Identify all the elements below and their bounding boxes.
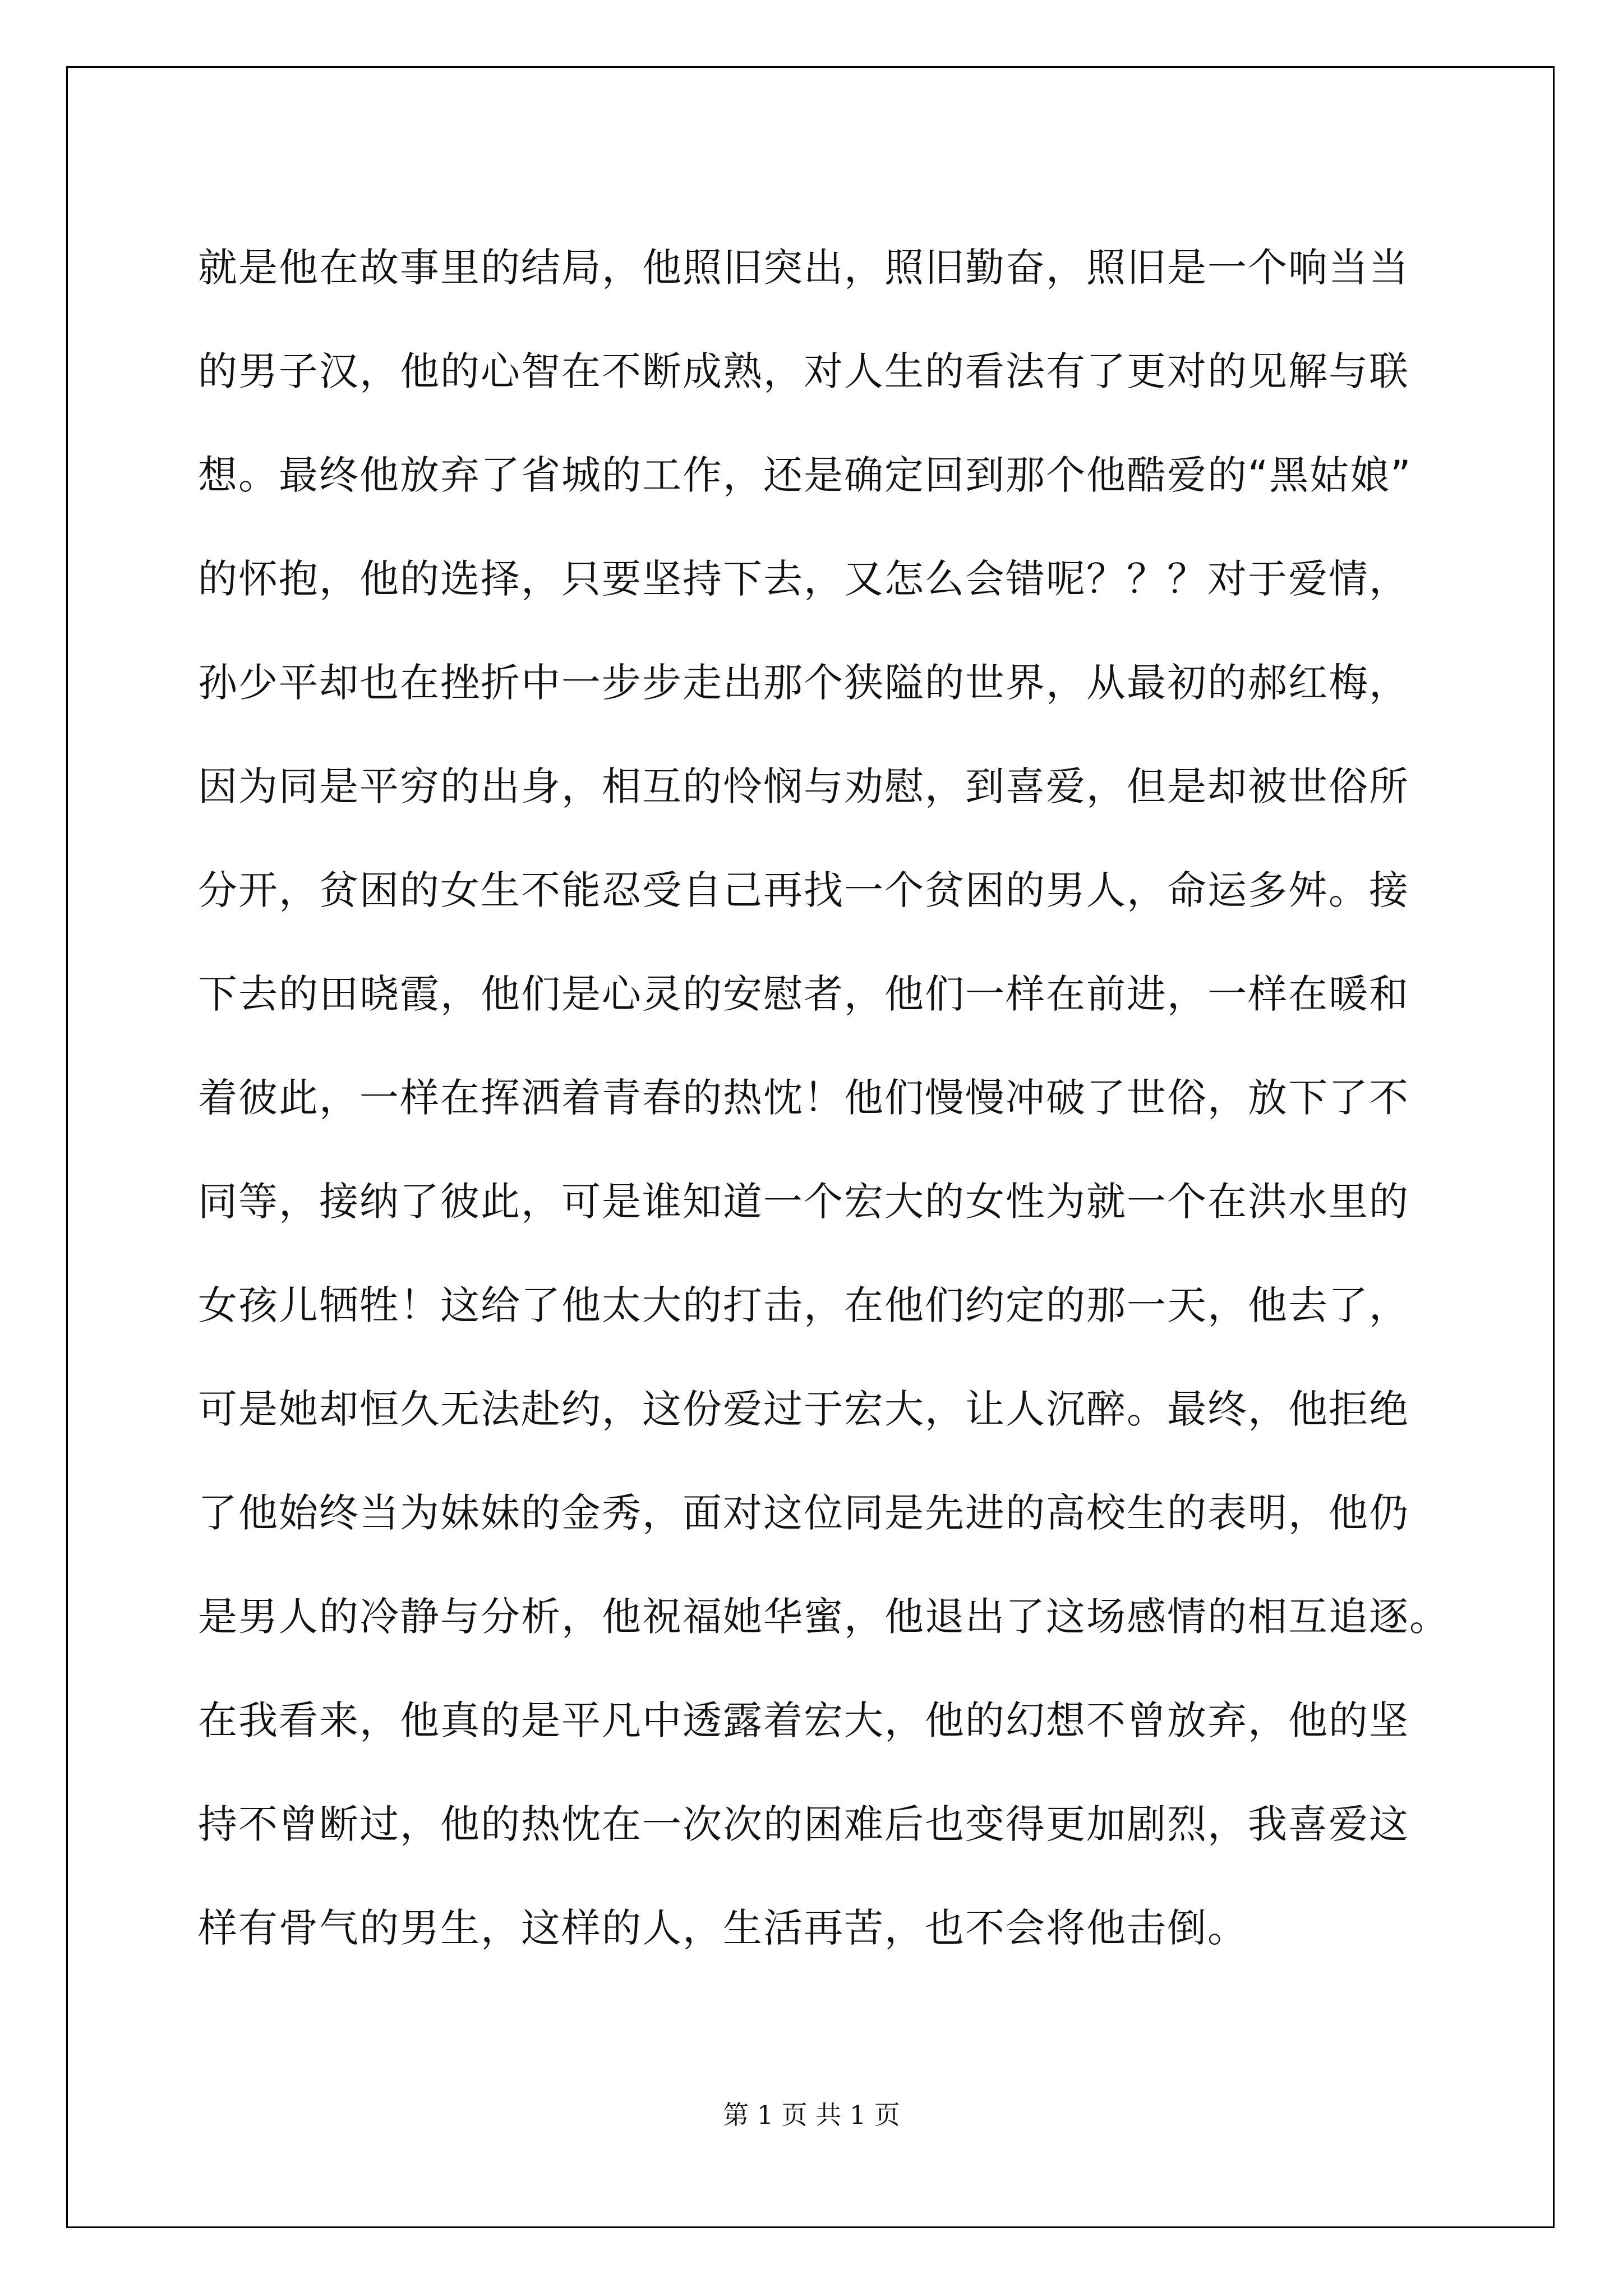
text-line: 的怀抱，他的选择，只要坚持下去，又怎么会错呢？？？对于爱情，	[198, 556, 1409, 602]
text-line: 着彼此，一样在挥洒着青春的热忱！他们慢慢冲破了世俗，放下了不	[198, 1075, 1409, 1121]
text-line: 在我看来，他真的是平凡中透露着宏大，他的幻想不曾放弃，他的坚	[198, 1697, 1409, 1743]
text-line: 同等，接纳了彼此，可是谁知道一个宏大的女性为就一个在洪水里的	[198, 1179, 1409, 1225]
text-line: 样有骨气的男生，这样的人，生活再苦，也不会将他击倒。	[198, 1905, 1248, 1951]
text-line: 因为同是平穷的出身，相互的怜悯与劝慰，到喜爱，但是却被世俗所	[198, 763, 1409, 809]
text-line: 的男子汉，他的心智在不断成熟，对人生的看法有了更对的见解与联	[198, 348, 1409, 394]
text-line: 了他始终当为妹妹的金秀，面对这位同是先进的高校生的表明，他仍	[198, 1490, 1409, 1536]
text-line: 孙少平却也在挫折中一步步走出那个狭隘的世界，从最初的郝红梅，	[198, 660, 1409, 706]
page-number-footer: 第 1 页 共 1 页	[723, 2100, 900, 2130]
text-line: 女孩儿牺牲！这给了他太大的打击，在他们约定的那一天，他去了，	[198, 1282, 1409, 1328]
text-line: 就是他在故事里的结局，他照旧突出，照旧勤奋，照旧是一个响当当	[198, 245, 1409, 291]
text-line: 下去的田晓霞，他们是心灵的安慰者，他们一样在前进，一样在暖和	[198, 971, 1409, 1017]
text-line: 分开，贫困的女生不能忍受自己再找一个贫困的男人，命运多舛。接	[198, 867, 1409, 913]
text-line: 想。最终他放弃了省城的工作，还是确定回到那个他酷爱的“黑姑娘”	[198, 452, 1412, 498]
text-line: 是男人的冷静与分析，他祝福她华蜜，他退出了这场感情的相互追逐。	[198, 1594, 1450, 1640]
text-line: 持不曾断过，他的热忱在一次次的困难后也变得更加剧烈，我喜爱这	[198, 1801, 1409, 1847]
document-body	[198, 216, 1477, 1980]
text-line: 可是她却恒久无法赴约，这份爱过于宏大，让人沉醉。最终，他拒绝	[198, 1386, 1409, 1432]
